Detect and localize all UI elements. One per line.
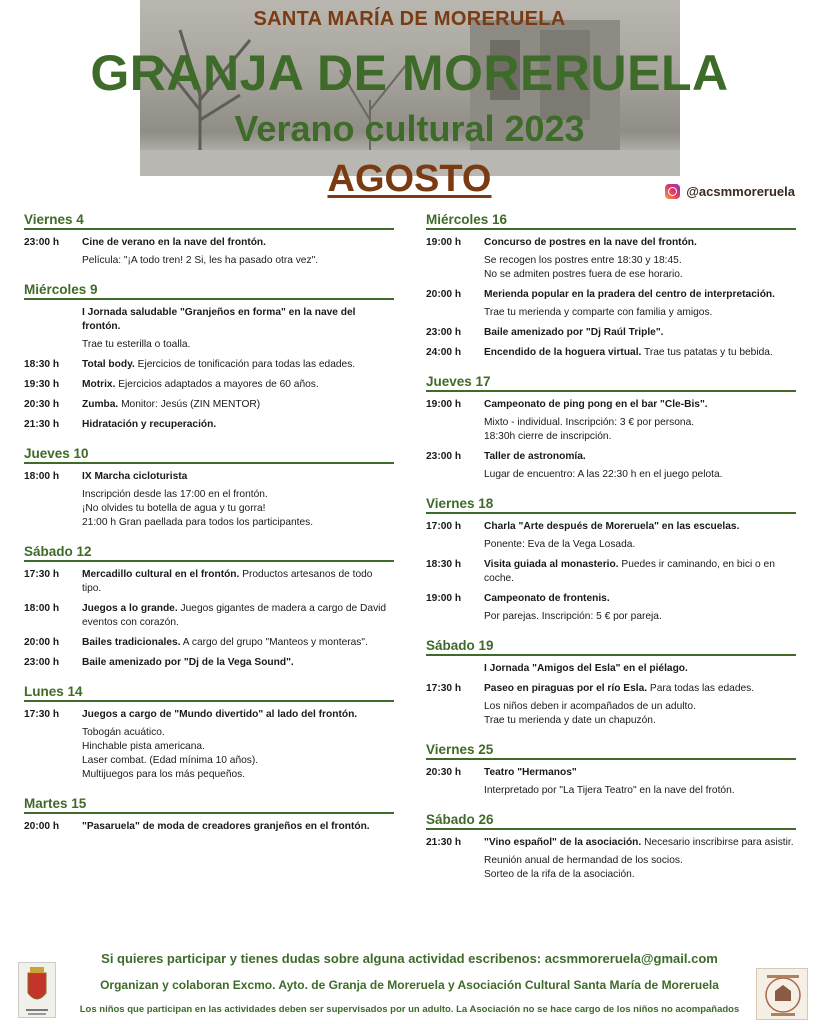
event-title: Cine de verano en la nave del frontón. bbox=[82, 237, 266, 248]
event-note: Reunión anual de hermandad de los socios. bbox=[484, 855, 683, 866]
event-title: Encendido de la hoguera virtual. bbox=[484, 347, 642, 358]
event-row bbox=[426, 398, 796, 444]
instagram-icon bbox=[665, 184, 680, 199]
event-row bbox=[24, 470, 394, 530]
event-time: 20:00 h bbox=[24, 637, 60, 648]
event-title: Motrix. bbox=[82, 379, 116, 390]
event-note: Inscripción desde las 17:00 en el frontón. bbox=[82, 489, 268, 500]
event-detail: Para todas las edades. bbox=[647, 683, 755, 694]
event-title: IX Marcha cicloturista bbox=[82, 471, 188, 482]
day-section bbox=[24, 282, 394, 432]
event-row bbox=[24, 636, 394, 650]
event-row bbox=[24, 358, 394, 372]
event-time: 23:00 h bbox=[24, 657, 60, 668]
event-row bbox=[24, 398, 394, 412]
town-coat-of-arms-logo bbox=[18, 962, 56, 1018]
event-row bbox=[426, 346, 796, 360]
event-note: ¡No olvides tu botella de agua y tu gorra! bbox=[82, 503, 266, 514]
event-row bbox=[426, 558, 796, 586]
event-detail: Trae tus patatas y tu bebida. bbox=[641, 347, 773, 358]
event-row bbox=[24, 656, 394, 670]
event-time: 23:00 h bbox=[24, 237, 60, 248]
event-row bbox=[24, 708, 394, 782]
event-note: Los niños deben ir acompañados de un adulto. bbox=[484, 701, 696, 712]
event-row bbox=[426, 766, 796, 798]
event-title: I Jornada saludable "Granjeños en forma" en la nave del frontón. bbox=[82, 307, 356, 332]
event-row bbox=[24, 378, 394, 392]
contact-line: Si quieres participar y tienes dudas sobre alguna actividad escribenos: acsmmoreruela@gmail.com bbox=[101, 951, 718, 966]
event-time: 19:00 h bbox=[426, 399, 462, 410]
event-title: Merienda popular en la pradera del centro de interpretación. bbox=[484, 289, 775, 300]
event-detail: Puedes ir caminando, en bici o en coche. bbox=[484, 559, 775, 584]
day-title: Sábado 12 bbox=[24, 544, 394, 562]
day-section bbox=[24, 684, 394, 782]
event-title: Baile amenizado por "Dj Raúl Triple". bbox=[484, 327, 664, 338]
day-section bbox=[426, 812, 796, 882]
event-title: Paseo en piraguas por el río Esla. bbox=[484, 683, 648, 694]
event-title: Charla "Arte después de Moreruela" en las escuelas. bbox=[484, 521, 740, 532]
event-note: Trae tu merienda y comparte con familia y amigos. bbox=[484, 307, 713, 318]
event-title: Zumba. bbox=[82, 399, 119, 410]
event-title: Visita guiada al monasterio. bbox=[484, 559, 619, 570]
event-time: 21:30 h bbox=[24, 419, 60, 430]
event-row bbox=[426, 682, 796, 728]
event-detail: Monitor: Jesús (ZIN MENTOR) bbox=[118, 399, 261, 410]
event-time bbox=[426, 662, 484, 676]
event-time: 19:00 h bbox=[426, 593, 462, 604]
schedule-left-column bbox=[24, 212, 394, 848]
event-time: 21:30 h bbox=[426, 837, 462, 848]
event-note: Sorteo de la rifa de la asociación. bbox=[484, 869, 635, 880]
day-section bbox=[426, 212, 796, 360]
event-detail: Necesario inscribirse para asistir. bbox=[641, 837, 794, 848]
day-title: Lunes 14 bbox=[24, 684, 394, 702]
event-note: Lugar de encuentro: A las 22:30 h en el juego pelota. bbox=[484, 469, 723, 480]
event-title: "Vino español" de la asociación. bbox=[484, 837, 642, 848]
day-section bbox=[24, 796, 394, 834]
event-note: Hinchable pista americana. bbox=[82, 741, 205, 752]
event-note: 21:00 h Gran paellada para todos los participantes. bbox=[82, 517, 314, 528]
day-section bbox=[426, 638, 796, 728]
event-time: 18:30 h bbox=[24, 359, 60, 370]
instagram-handle[interactable] bbox=[665, 184, 795, 199]
pre-title: SANTA MARÍA DE MORERUELA bbox=[253, 8, 566, 30]
event-title: Mercadillo cultural en el frontón. bbox=[82, 569, 240, 580]
organizers-line: Organizan y colaboran Excmo. Ayto. de Granja de Moreruela y Asociación Cultural Santa María de Moreruela bbox=[100, 978, 719, 992]
event-time: 20:30 h bbox=[426, 767, 462, 778]
event-row bbox=[24, 418, 394, 432]
day-section bbox=[24, 446, 394, 530]
event-title: Juegos a cargo de "Mundo divertido" al lado del frontón. bbox=[82, 709, 358, 720]
event-time: 18:00 h bbox=[24, 603, 60, 614]
event-note: No se admiten postres fuera de ese horario. bbox=[484, 269, 683, 280]
month-title: AGOSTO bbox=[327, 158, 492, 200]
day-title: Sábado 26 bbox=[426, 812, 796, 830]
day-title: Jueves 10 bbox=[24, 446, 394, 464]
event-detail: Productos artesanos de todo tipo. bbox=[82, 569, 373, 594]
event-row bbox=[24, 306, 394, 352]
event-row bbox=[24, 820, 394, 834]
event-note: Trae tu esterilla o toalla. bbox=[82, 339, 191, 350]
event-detail: Ejercicios de tonificación para todas las edades. bbox=[134, 359, 356, 370]
event-note: Laser combat. (Edad mínima 10 años). bbox=[82, 755, 259, 766]
event-note: Mixto - individual. Inscripción: 3 € por persona. bbox=[484, 417, 695, 428]
main-title: GRANJA DE MORERUELA bbox=[90, 45, 729, 101]
day-section bbox=[426, 374, 796, 482]
event-title: Juegos a lo grande. bbox=[82, 603, 178, 614]
event-note: Se recogen los postres entre 18:30 y 18:45. bbox=[484, 255, 682, 266]
event-row bbox=[24, 568, 394, 596]
day-title: Viernes 25 bbox=[426, 742, 796, 760]
day-title: Sábado 19 bbox=[426, 638, 796, 656]
event-time: 20:00 h bbox=[426, 289, 462, 300]
day-title: Martes 15 bbox=[24, 796, 394, 814]
event-time bbox=[24, 306, 82, 352]
event-time: 20:30 h bbox=[24, 399, 60, 410]
event-note: Trae tu merienda y date un chapuzón. bbox=[484, 715, 656, 726]
event-title: Campeonato de ping pong en el bar "Cle-Bis". bbox=[484, 399, 708, 410]
event-row bbox=[24, 602, 394, 630]
association-seal-logo bbox=[756, 968, 808, 1020]
event-title: Concurso de postres en la nave del frontón. bbox=[484, 237, 697, 248]
event-note: Por parejas. Inscripción: 5 € por pareja. bbox=[484, 611, 662, 622]
event-time: 18:00 h bbox=[24, 471, 60, 482]
day-title: Viernes 18 bbox=[426, 496, 796, 514]
disclaimer-line: Los niños que participan en las actividades deben ser supervisados por un adulto. La Asociación no se hace cargo de los niños no acompañados bbox=[79, 1004, 740, 1015]
day-title: Miércoles 16 bbox=[426, 212, 796, 230]
day-section bbox=[24, 212, 394, 268]
event-title: Taller de astronomía. bbox=[484, 451, 586, 462]
event-time: 24:00 h bbox=[426, 347, 462, 358]
event-row bbox=[426, 592, 796, 624]
day-title: Viernes 4 bbox=[24, 212, 394, 230]
event-time: 17:30 h bbox=[24, 569, 60, 580]
event-note: Tobogán acuático. bbox=[82, 727, 165, 738]
event-detail: Juegos gigantes de madera a cargo de David eventos con corazón. bbox=[82, 603, 387, 628]
event-time: 17:30 h bbox=[426, 683, 462, 694]
event-note: 18:30h cierre de inscripción. bbox=[484, 431, 612, 442]
day-title: Jueves 17 bbox=[426, 374, 796, 392]
event-note: Interpretado por "La Tijera Teatro" en la nave del frotón. bbox=[484, 785, 735, 796]
day-title: Miércoles 9 bbox=[24, 282, 394, 300]
event-time: 19:30 h bbox=[24, 379, 60, 390]
event-title: Teatro "Hermanos" bbox=[484, 767, 577, 778]
event-title: Hidratación y recuperación. bbox=[82, 419, 217, 430]
event-time: 17:30 h bbox=[24, 709, 60, 720]
event-detail: Ejercicios adaptados a mayores de 60 años. bbox=[115, 379, 319, 390]
event-row bbox=[426, 326, 796, 340]
schedule-right-column bbox=[426, 212, 796, 896]
event-note: Película: "¡A todo tren! 2 Si, les ha pasado otra vez". bbox=[82, 255, 319, 266]
subtitle: Verano cultural 2023 bbox=[234, 108, 585, 149]
day-section bbox=[426, 742, 796, 798]
event-time: 20:00 h bbox=[24, 821, 60, 832]
event-title: I Jornada "Amigos del Esla" en el piélago. bbox=[484, 663, 688, 674]
event-time: 17:00 h bbox=[426, 521, 462, 532]
event-row bbox=[426, 288, 796, 320]
event-title: Total body. bbox=[82, 359, 135, 370]
day-section bbox=[426, 496, 796, 624]
day-section bbox=[24, 544, 394, 670]
event-title: Bailes tradicionales. bbox=[82, 637, 181, 648]
event-time: 23:00 h bbox=[426, 451, 462, 462]
event-time: 23:00 h bbox=[426, 327, 462, 338]
event-note: Multijuegos para los más pequeños. bbox=[82, 769, 246, 780]
event-row bbox=[426, 236, 796, 282]
event-row bbox=[426, 662, 796, 676]
event-note: Ponente: Eva de la Vega Losada. bbox=[484, 539, 636, 550]
event-time: 18:30 h bbox=[426, 559, 462, 570]
event-row bbox=[426, 450, 796, 482]
event-title: "Pasaruela" de moda de creadores granjeños en el frontón. bbox=[82, 821, 370, 832]
event-row bbox=[24, 236, 394, 268]
event-time: 19:00 h bbox=[426, 237, 462, 248]
event-detail: A cargo del grupo "Manteos y monteras". bbox=[180, 637, 368, 648]
event-title: Campeonato de frontenis. bbox=[484, 593, 610, 604]
instagram-handle-text: @acsmmoreruela bbox=[686, 184, 795, 199]
event-title: Baile amenizado por "Dj de la Vega Sound". bbox=[82, 657, 294, 668]
event-row bbox=[426, 836, 796, 882]
event-row bbox=[426, 520, 796, 552]
